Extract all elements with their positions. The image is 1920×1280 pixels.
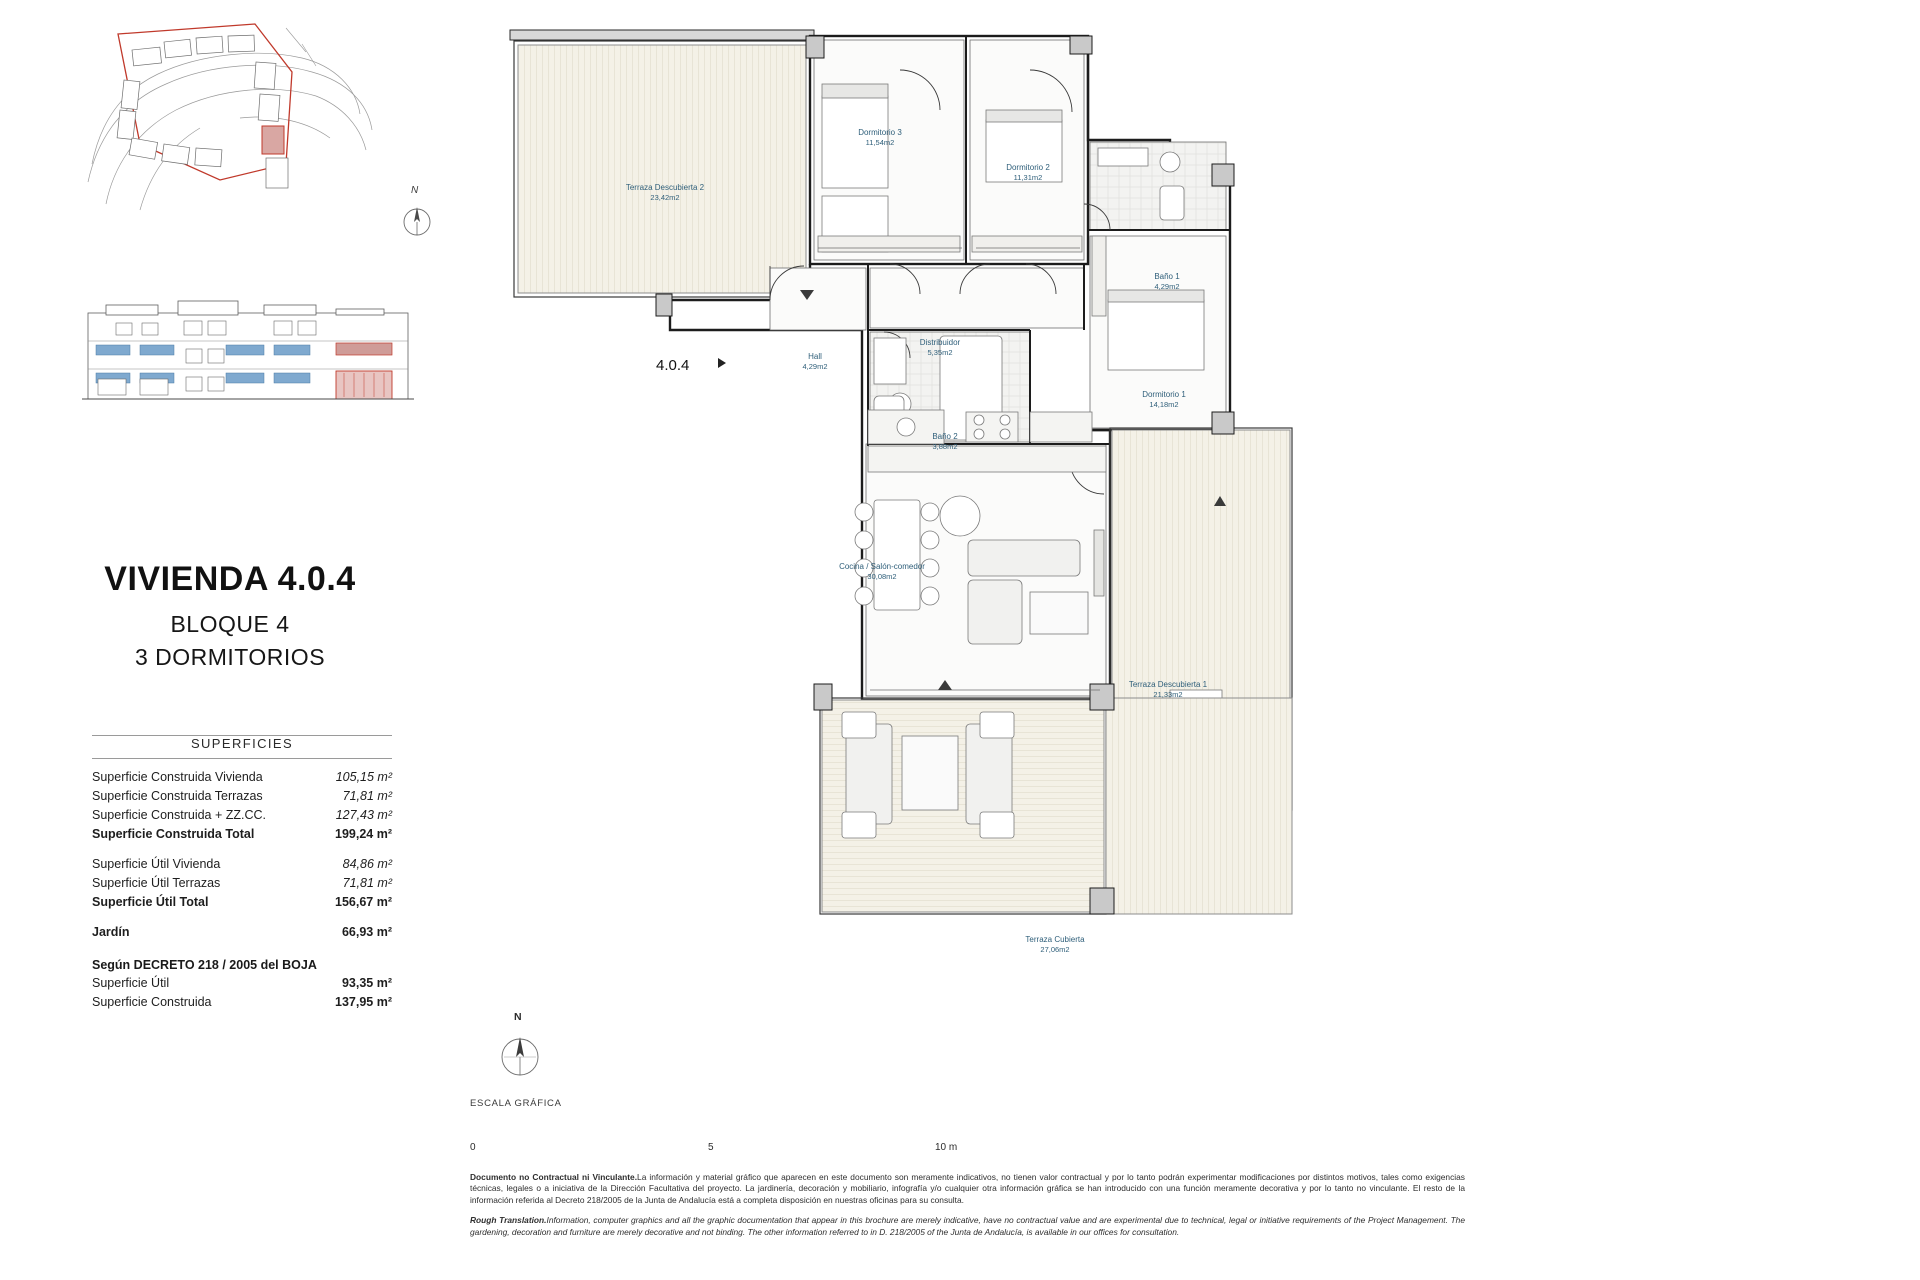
room-area: 5,35m2 — [927, 348, 953, 357]
scale-tick-0: 0 — [470, 1142, 476, 1153]
legal-en-bold: Rough Translation. — [470, 1215, 547, 1226]
highlighted-block — [262, 126, 288, 188]
block-subtitle: BLOQUE 4 — [170, 611, 290, 637]
surfaces-group-built — [92, 768, 392, 844]
room-label-dormitorio-1 — [1102, 390, 1226, 410]
info-panel — [0, 0, 460, 1280]
surfaces-group-decreto — [92, 974, 392, 1012]
room-label-terraza-descubierta-1 — [1102, 680, 1234, 700]
room-area: 23,42m2 — [650, 193, 680, 202]
scale-tick-1: 5 — [708, 1142, 714, 1153]
row-label: Jardín — [92, 925, 130, 939]
legal-paragraph-en — [470, 1215, 1465, 1238]
room-label-dormitorio-3 — [822, 128, 938, 148]
room-label-hall — [762, 352, 868, 372]
row-label: Superficie Construida — [92, 995, 212, 1009]
room-label-bano-2 — [892, 432, 998, 452]
room-label-terraza-cubierta — [1000, 935, 1110, 955]
site-key-plan — [80, 14, 380, 224]
room-label-bano-1 — [1115, 272, 1219, 292]
row-value: 127,43 m² — [335, 808, 392, 822]
room-area: 21,33m2 — [1153, 690, 1183, 699]
room-name: Distribuidor — [919, 338, 961, 347]
room-area: 3,88m2 — [932, 442, 958, 451]
floor-plan-drawing — [470, 0, 1920, 1060]
room-name: Terraza Descubierta 2 — [625, 183, 705, 192]
surfaces-group-garden — [92, 923, 392, 942]
room-label-distribuidor — [882, 338, 998, 358]
scale-tick-2: 10 m — [935, 1142, 958, 1153]
row-value: 66,93 m² — [341, 925, 392, 939]
row-value: 137,95 m² — [335, 995, 392, 1009]
row-value: 71,81 m² — [342, 789, 392, 803]
room-name: Baño 1 — [1154, 272, 1180, 281]
room-name: Hall — [808, 352, 822, 361]
room-area: 11,31m2 — [1013, 173, 1043, 182]
row-label: Superficie Útil — [92, 976, 170, 990]
room-label-dormitorio-2 — [970, 163, 1086, 183]
row-label: Superficie Útil Terrazas — [92, 876, 221, 890]
north-label-plan: N — [514, 1011, 522, 1023]
room-name: Baño 2 — [932, 432, 958, 441]
row-label: Superficie Construida Vivienda — [92, 770, 263, 784]
room-name: Dormitorio 2 — [1006, 163, 1050, 172]
room-area: 14,18m2 — [1149, 400, 1179, 409]
row-value: 105,15 m² — [335, 770, 392, 784]
table-row — [92, 787, 392, 806]
unit-tag: 4.0.4 — [656, 357, 690, 374]
row-value: 84,86 m² — [342, 857, 392, 871]
table-row — [92, 806, 392, 825]
room-area: 27,06m2 — [1040, 945, 1070, 954]
row-label: Superficie Útil Total — [92, 895, 209, 909]
building-elevation — [78, 295, 418, 415]
room-name: Cocina / Salón-comedor — [839, 562, 925, 571]
bedrooms-subtitle: 3 DORMITORIOS — [134, 644, 326, 670]
table-row-garden — [92, 923, 392, 942]
room-name: Dormitorio 3 — [858, 128, 902, 137]
room-label-cocina-salon-comedor — [808, 562, 956, 582]
row-value: 71,81 m² — [342, 876, 392, 890]
page-title: VIVIENDA 4.0.4 — [104, 560, 356, 598]
entrance-arrow-icon — [718, 358, 726, 368]
room-label-terraza-descubierta-2 — [600, 183, 730, 203]
row-value: 199,24 m² — [335, 827, 392, 841]
north-label-site: N — [411, 185, 419, 196]
table-row — [92, 974, 392, 993]
table-row — [92, 768, 392, 787]
room-area: 30,08m2 — [867, 572, 897, 581]
table-row — [92, 855, 392, 874]
legal-es-bold: Documento no Contractual ni Vinculante. — [470, 1172, 638, 1182]
room-name: Dormitorio 1 — [1142, 390, 1186, 399]
row-label: Superficie Construida Total — [92, 827, 255, 841]
row-value: 93,35 m² — [341, 976, 392, 990]
surfaces-heading: SUPERFICIES — [190, 736, 294, 751]
divider-under-heading — [92, 758, 392, 759]
legal-en-text: Information, computer graphics and all the graphic documentation that appear in this brochure are merely indicative, have no contractual value and are experimental due to technical, legal or initiative requirements of the Project Management. The gardening, decoration and furniture are merely decorative and not binding. The other information referred to in D. 218/2005 of the Junta de Andalucía, is available in our offices for consultation. — [470, 1215, 1465, 1237]
table-row-total — [92, 825, 392, 844]
row-label: Superficie Construida + ZZ.CC. — [92, 808, 267, 822]
room-name: Terraza Descubierta 1 — [1128, 680, 1208, 689]
title-block — [0, 560, 460, 671]
legal-es-text: La información y material gráfico que aparecen en este documento son meramente indicativos, no tienen valor contractual y por lo tanto podrán experimentar modificaciones por distintos motivos, tales como exigencias técnicas, legales o a iniciativa de la Dirección Facultativa del proyecto. La jardinería, decoración y mobiliario, infografía y/o cualquier otra información gráfica se han introducido con una función meramente decorativa y por lo tanto no vinculante. El resto de la información referida al Decreto 218/2005 de la Junta de Andalucía está a completa disposición en nuestras oficinas para su consulta. — [470, 1172, 1465, 1205]
floor-plan-area — [470, 0, 1920, 1280]
room-area: 11,54m2 — [865, 138, 895, 147]
decreto-heading: Según DECRETO 218 / 2005 del BOJA — [92, 958, 317, 972]
row-value: 156,67 m² — [335, 895, 392, 909]
table-row — [92, 874, 392, 893]
table-row — [92, 993, 392, 1012]
table-row-total — [92, 893, 392, 912]
highlighted-unit-elevation — [336, 343, 392, 399]
north-indicator-site — [395, 185, 439, 244]
legal-disclaimer — [470, 1172, 1465, 1247]
row-label: Superficie Útil Vivienda — [92, 857, 221, 871]
legal-paragraph-es — [470, 1172, 1465, 1206]
north-indicator-plan — [490, 1011, 550, 1085]
surfaces-table — [92, 735, 392, 1012]
room-name: Terraza Cubierta — [1025, 935, 1085, 944]
room-area: 4,29m2 — [802, 362, 828, 371]
scale-caption: ESCALA GRÁFICA — [470, 1098, 562, 1109]
room-area: 4,29m2 — [1154, 282, 1180, 291]
row-label: Superficie Construida Terrazas — [92, 789, 263, 803]
surfaces-group-useful — [92, 855, 392, 912]
